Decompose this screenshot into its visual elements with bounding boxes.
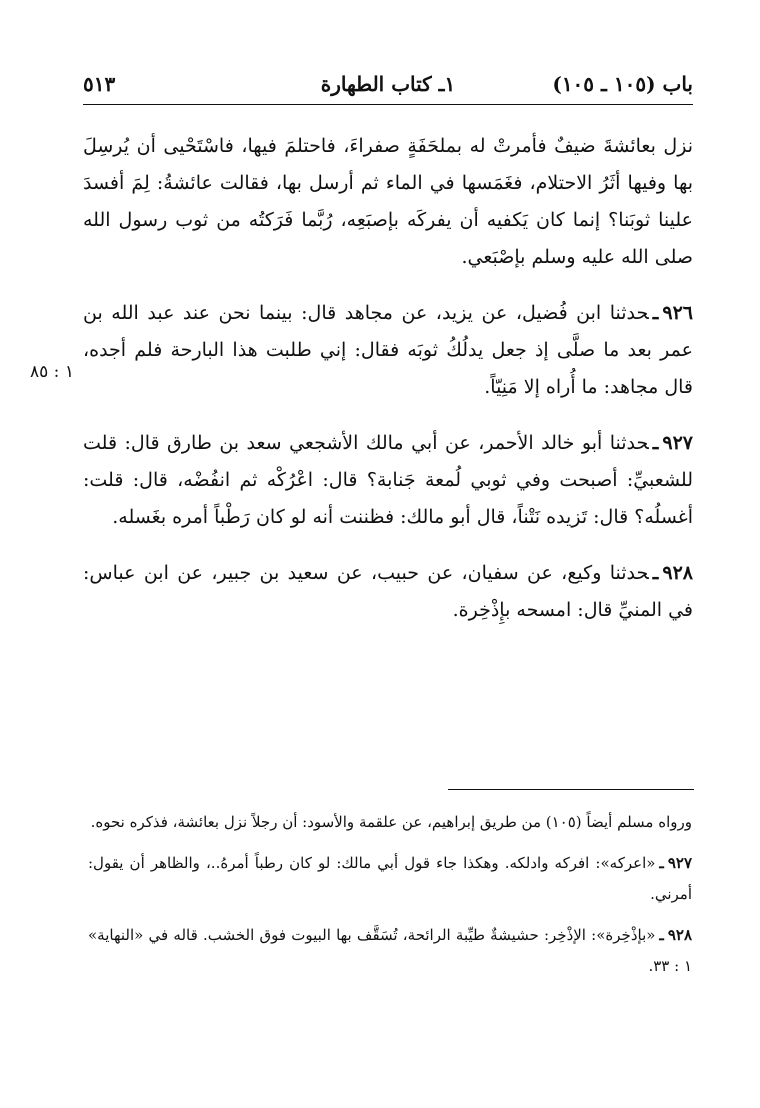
hadith-number: ٩٢٧	[662, 432, 693, 454]
footnote-continuation	[88, 807, 692, 838]
paragraph-text: حدثنا أبو خالد الأحمر، عن أبي مالك الأشجعي سعد بن طارق قال: قلت للشعبيِّ: أصبحت وفي ثوبي لُمعة جَنابة؟ قال: اعْرُكْه ثم انفُضْه، قال: قلت: أغسلُه؟ قال: تَزيده نَتْناً، قال أبو مالك: فظننت أنه لو كان رَطْباً أمره بغَسله.	[83, 432, 693, 528]
hadith-927	[83, 425, 693, 536]
hadith-number: ٩٢٨	[662, 562, 693, 584]
paragraph-text: حدثنا وكيع، عن سفيان، عن حبيب، عن سعيد بن جبير، عن ابن عباس: في المنيِّ قال: امسحه بإِذْخِرة.	[83, 562, 693, 621]
dash-separator: ـ	[659, 854, 664, 872]
chapter-title: باب (١٠٥ ـ ١٠٥)	[552, 72, 693, 96]
footnote-divider	[448, 789, 694, 790]
page-number: ٥١٣	[83, 72, 116, 96]
dash-separator: ـ	[659, 926, 664, 944]
main-text	[83, 128, 693, 629]
footnote-text: «بإذْخِرة»: الإذْخِر: حشيشةٌ طيِّبة الرائحة، تُسَقَّف بها البيوت فوق الخشب. قاله في «النهاية» ١ : ٣٣.	[88, 926, 692, 975]
footnote-928	[88, 920, 692, 982]
footnote-number: ٩٢٨	[667, 926, 692, 944]
hadith-926	[83, 295, 693, 406]
footnote-text: ورواه مسلم أيضاً (١٠٥) من طريق إبراهيم، عن علقمة والأسود: أن رجلاً نزل بعائشة، فذكره نحوه.	[90, 813, 692, 831]
paragraph-continuation	[83, 128, 693, 276]
dash-separator: ـ	[652, 432, 659, 454]
dash-separator: ـ	[652, 562, 659, 584]
book-title: ١ـ كتاب الطهارة	[320, 72, 456, 96]
hadith-928	[83, 555, 693, 629]
paragraph-text: نزل بعائشةَ ضيفٌ فأمرتْ له بملحَفَةٍ صفراءَ، فاحتلمَ فيها، فاسْتَحْيى أن يُرسِلَ بها وفيها أثَرُ الاحتلام، فغَمَسها في الماء ثم أرسل بها، فقالت عائشةُ: لِمَ أفسدَ علينا ثوبَنا؟ إنما كان يَكفيه أن يفركَه بإصبَعِه، رُبَّما فَرَكتُه من ثوب رسول الله صلى الله عليه وسلم بإصْبَعي.	[83, 135, 693, 268]
footnote-927	[88, 848, 692, 910]
footnote-text: «اعركه»: افركه وادلكه. وهكذا جاء قول أبي مالك: لو كان رطباً أمرهُ..، والظاهر أن يقول: أمرني.	[88, 854, 692, 903]
dash-separator: ـ	[652, 302, 659, 324]
paragraph-text: حدثنا ابن فُضيل، عن يزيد، عن مجاهد قال: بينما نحن عند عبد الله بن عمر بعد ما صلَّى إذ جعل يدلُكُ ثوبَه فقال: إني طلبت هذا البارحة فلم أجده، قال مجاهد: ما أُراه إلا مَنِيّاً.	[83, 302, 693, 398]
footnotes	[88, 807, 692, 982]
footnote-number: ٩٢٧	[667, 854, 692, 872]
margin-reference: ١ : ٨٥	[30, 362, 74, 382]
hadith-number: ٩٢٦	[662, 302, 693, 324]
running-header	[83, 68, 693, 102]
header-divider	[83, 104, 693, 105]
